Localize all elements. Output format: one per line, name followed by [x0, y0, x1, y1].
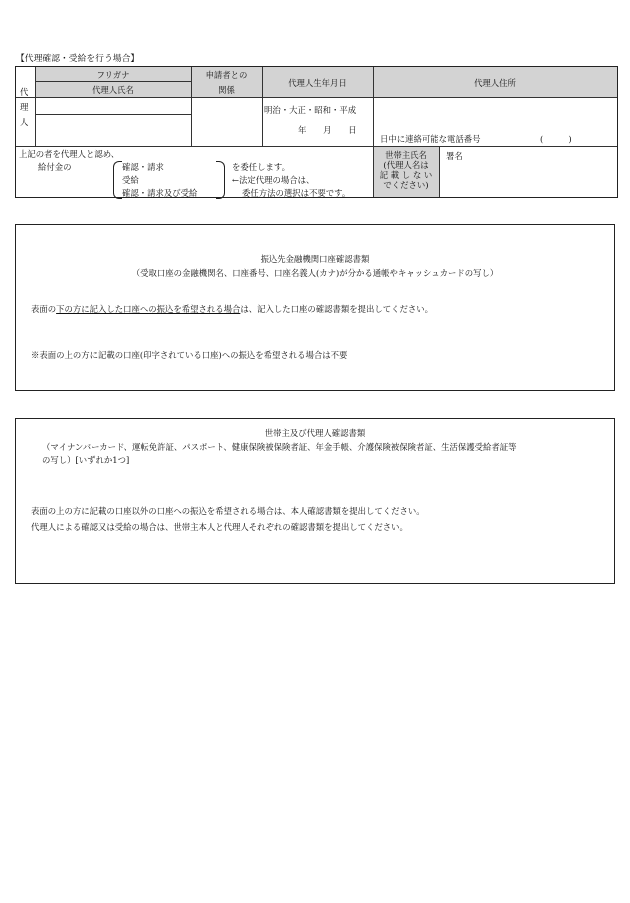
legal-agent-note-2: 委任方法の選択は不要です。 [242, 188, 351, 198]
option-confirm-claim-receive: 確認・請求及び受給 [122, 188, 198, 198]
row-label-2: 理 [20, 102, 29, 112]
left-brace [113, 161, 122, 199]
bank-box-title: 振込先金融機関口座確認書類 [260, 254, 370, 264]
id-box-list-line-2: の写し）[いずれか1つ] [42, 455, 130, 465]
era-options: 明治・大正・昭和・平成 [264, 105, 357, 115]
id-box-paragraph-2: 代理人による確認又は受給の場合は、世帯主本人と代理人それぞれの確認書類を提出してください。 [31, 522, 408, 532]
bank-box-paragraph-2: ※表面の上の方に記載の口座(印字されている口座)への振込を希望される場合は不要 [31, 350, 348, 360]
householder-label-3: 記 載 し な い [379, 170, 433, 180]
agent-name-header: 代理人氏名 [92, 85, 134, 95]
agent-table [15, 66, 618, 198]
legal-agent-note-1: ←法定代理の場合は、 [232, 175, 315, 185]
section-heading: 【代理確認・受給を行う場合】 [16, 54, 140, 64]
right-brace [216, 161, 225, 199]
bank-box-paragraph-1: 表面の下の方に記入した口座への振込を希望される場合は、記入した口座の確認書類を提出してください。 [31, 304, 433, 314]
relation-header-2: 関係 [218, 85, 235, 95]
row-label-1: 代 [20, 87, 29, 97]
id-box-title: 世帯主及び代理人確認書類 [264, 428, 366, 438]
furigana-header: フリガナ [96, 70, 130, 80]
address-header: 代理人住所 [474, 78, 516, 88]
relation-header-1: 申請者との [205, 70, 248, 80]
dob-header: 代理人生年月日 [288, 78, 347, 88]
householder-label-2: (代理人名は [383, 160, 429, 170]
id-box-list-line-1: （マイナンバーカード、運転免許証、パスポート、健康保険被保険者証、年金手帳、介護保険被保険者証、生活保護受給者証等 [42, 442, 517, 452]
delegation-line1: 上記の者を代理人と認め、 [19, 149, 120, 159]
bank-account-documents-box [15, 224, 615, 391]
option-receive: 受給 [122, 175, 139, 185]
householder-label-4: でください) [383, 180, 429, 190]
option-confirm-claim: 確認・請求 [122, 162, 164, 172]
daytime-phone-label: 日中に連絡可能な電話番号 [380, 134, 481, 144]
benefit-label: 給付金の [38, 162, 72, 172]
row-label-3: 人 [20, 117, 29, 127]
delegate-text: を委任します。 [232, 162, 290, 172]
id-documents-box [15, 418, 615, 584]
householder-label-1: 世帯主氏名 [385, 150, 427, 160]
bank-box-subtitle: （受取口座の金融機関名、口座番号、口座名義人(カナ)が分かる通帳やキャッシュカードの写し） [131, 268, 499, 278]
id-box-paragraph-1: 表面の上の方に記載の口座以外の口座への振込を希望される場合は、本人確認書類を提出してください。 [31, 506, 425, 516]
year-month-day: 年 月 日 [298, 125, 357, 135]
phone-parens: ( ) [540, 134, 572, 144]
signature-label: 署名 [446, 151, 463, 161]
